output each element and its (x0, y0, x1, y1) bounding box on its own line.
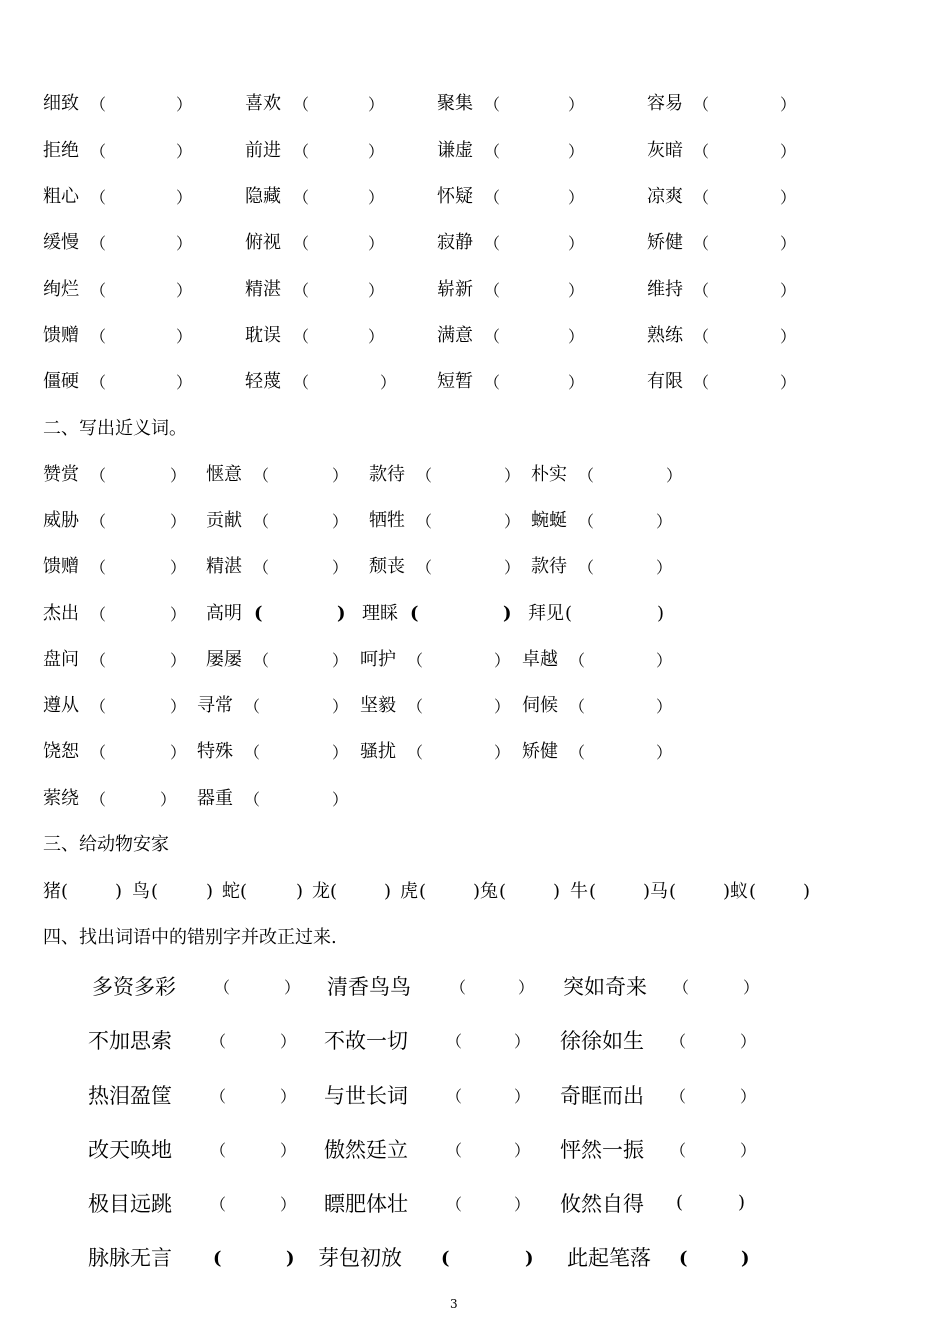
open-paren: （ (90, 790, 107, 809)
open-paren: ( (669, 881, 677, 902)
word: 短暂 (437, 371, 473, 392)
open-paren: ( (254, 603, 263, 624)
open-paren: （ (90, 95, 107, 114)
word: 萦绕 (43, 788, 79, 809)
open-paren: （ (253, 651, 270, 670)
close-paren: ） (170, 697, 187, 716)
phrase: 极目远跳 (88, 1192, 172, 1216)
open-paren: （ (407, 743, 424, 762)
open-paren: （ (693, 373, 710, 392)
open-paren: （ (670, 1032, 687, 1051)
animal-label: 虎 (400, 881, 418, 902)
word: 灰暗 (647, 140, 683, 161)
word: 赞赏 (43, 464, 79, 485)
open-paren: （ (670, 1141, 687, 1160)
open-paren: （ (244, 790, 261, 809)
close-paren: ） (280, 1141, 297, 1160)
open-paren: （ (484, 188, 501, 207)
word: 耽误 (245, 325, 281, 346)
open-paren: （ (407, 697, 424, 716)
open-paren: （ (450, 978, 467, 997)
close-paren: ） (568, 95, 585, 114)
word: 威胁 (43, 510, 79, 531)
open-paren: （ (446, 1087, 463, 1106)
close-paren: ） (176, 281, 193, 300)
close-paren: ） (780, 142, 797, 161)
word: 呵护 (360, 649, 396, 670)
word: 牺牲 (369, 510, 405, 531)
word: 矫健 (522, 741, 558, 762)
word: 蜿蜒 (531, 510, 567, 531)
open-paren: ( (676, 1192, 684, 1213)
close-paren: ） (656, 558, 673, 577)
close-paren: ) (206, 881, 214, 902)
close-paren: ） (568, 188, 585, 207)
close-paren: ） (740, 1032, 757, 1051)
close-paren: ) (286, 1248, 295, 1269)
word: 僵硬 (43, 371, 79, 392)
close-paren: ） (170, 512, 187, 531)
open-paren: （ (253, 466, 270, 485)
close-paren: ） (332, 697, 349, 716)
word: 拒绝 (43, 140, 79, 161)
close-paren: ） (368, 188, 385, 207)
close-paren: ） (176, 95, 193, 114)
phrase: 与世长词 (324, 1084, 408, 1108)
close-paren: ） (656, 743, 673, 762)
open-paren: （ (90, 651, 107, 670)
close-paren: ） (504, 558, 521, 577)
close-paren: ） (332, 790, 349, 809)
open-paren: （ (578, 466, 595, 485)
animal-label: 马 (650, 881, 668, 902)
close-paren: ) (115, 881, 123, 902)
open-paren: （ (693, 234, 710, 253)
close-paren: ) (384, 881, 392, 902)
word: 盘问 (43, 649, 79, 670)
open-paren: ( (61, 881, 69, 902)
phrase: 傲然廷立 (324, 1138, 408, 1162)
word: 馈赠 (43, 556, 79, 577)
close-paren: ） (780, 327, 797, 346)
close-paren: ) (503, 603, 512, 624)
close-paren: ） (514, 1087, 531, 1106)
word: 粗心 (43, 186, 79, 207)
phrase: 芽包初放 (318, 1246, 402, 1270)
close-paren: ） (380, 373, 397, 392)
close-paren: ） (176, 234, 193, 253)
close-paren: ） (780, 281, 797, 300)
word: 贡献 (206, 510, 242, 531)
word: 屡屡 (206, 649, 242, 670)
close-paren: ） (280, 1087, 297, 1106)
open-paren: ( (419, 881, 427, 902)
phrase: 改天唤地 (88, 1138, 172, 1162)
word: 维持 (647, 279, 683, 300)
open-paren: ( (565, 603, 573, 624)
word: 精湛 (206, 556, 242, 577)
close-paren: ） (332, 651, 349, 670)
word: 怀疑 (437, 186, 473, 207)
open-paren: （ (90, 188, 107, 207)
open-paren: （ (90, 605, 107, 624)
phrase: 突如奇来 (563, 975, 647, 999)
word: 寂静 (437, 232, 473, 253)
open-paren: ( (330, 881, 338, 902)
open-paren: （ (210, 1195, 227, 1214)
open-paren: （ (407, 651, 424, 670)
phrase: 徐徐如生 (560, 1029, 644, 1053)
close-paren: ) (473, 881, 481, 902)
open-paren: （ (90, 512, 107, 531)
phrase: 奇眶而出 (560, 1084, 644, 1108)
open-paren: ( (589, 881, 597, 902)
close-paren: ） (368, 142, 385, 161)
close-paren: ) (553, 881, 561, 902)
close-paren: ） (332, 558, 349, 577)
close-paren: ) (741, 1248, 750, 1269)
close-paren: ） (518, 978, 535, 997)
phrase: 不加思索 (88, 1029, 172, 1053)
open-paren: （ (693, 188, 710, 207)
word: 卓越 (522, 649, 558, 670)
close-paren: ） (170, 743, 187, 762)
word: 轻蔑 (245, 371, 281, 392)
word: 高明 (206, 603, 242, 624)
section2-heading: 二、写出近义词。 (43, 418, 187, 439)
word: 寻常 (197, 695, 233, 716)
close-paren: ） (504, 512, 521, 531)
close-paren: ） (780, 188, 797, 207)
word: 前进 (245, 140, 281, 161)
close-paren: ） (332, 512, 349, 531)
open-paren: （ (244, 743, 261, 762)
close-paren: ） (170, 651, 187, 670)
close-paren: ） (514, 1141, 531, 1160)
open-paren: ( (151, 881, 159, 902)
open-paren: （ (90, 281, 107, 300)
animal-label: 龙 (312, 881, 330, 902)
word: 颓丧 (369, 556, 405, 577)
open-paren: （ (484, 281, 501, 300)
open-paren: （ (293, 234, 310, 253)
close-paren: ） (568, 373, 585, 392)
open-paren: （ (569, 697, 586, 716)
close-paren: ） (568, 327, 585, 346)
word: 坚毅 (360, 695, 396, 716)
close-paren: ） (743, 978, 760, 997)
word: 谦虚 (437, 140, 473, 161)
open-paren: （ (90, 373, 107, 392)
close-paren: ) (657, 603, 665, 624)
open-paren: （ (569, 651, 586, 670)
word: 朴实 (531, 464, 567, 485)
open-paren: （ (673, 978, 690, 997)
phrase: 热泪盈筐 (88, 1084, 172, 1108)
close-paren: ） (284, 978, 301, 997)
open-paren: （ (293, 95, 310, 114)
close-paren: ） (280, 1032, 297, 1051)
close-paren: ） (780, 234, 797, 253)
word: 细致 (43, 93, 79, 114)
word: 拜见 (528, 603, 564, 624)
open-paren: （ (293, 142, 310, 161)
close-paren: ） (332, 743, 349, 762)
open-paren: （ (253, 512, 270, 531)
close-paren: ） (368, 281, 385, 300)
close-paren: ） (740, 1087, 757, 1106)
section4-heading: 四、找出词语中的错别字并改正过来. (43, 927, 337, 948)
close-paren: ) (643, 881, 651, 902)
word: 有限 (647, 371, 683, 392)
open-paren: （ (484, 95, 501, 114)
page-number: 3 (450, 1297, 458, 1311)
section3-heading: 三、给动物安家 (43, 834, 169, 855)
open-paren: （ (693, 327, 710, 346)
open-paren: （ (446, 1195, 463, 1214)
word: 杰出 (43, 603, 79, 624)
close-paren: ） (568, 234, 585, 253)
word: 满意 (437, 325, 473, 346)
open-paren: （ (484, 327, 501, 346)
open-paren: ( (441, 1248, 450, 1269)
open-paren: （ (90, 142, 107, 161)
animal-label: 鸟 (132, 881, 150, 902)
close-paren: ） (176, 327, 193, 346)
word: 容易 (647, 93, 683, 114)
animal-label: 蚁 (730, 881, 748, 902)
open-paren: （ (293, 373, 310, 392)
close-paren: ) (337, 603, 346, 624)
phrase: 攸然自得 (560, 1192, 644, 1216)
open-paren: ( (213, 1248, 222, 1269)
open-paren: （ (210, 1032, 227, 1051)
close-paren: ） (368, 234, 385, 253)
word: 款待 (369, 464, 405, 485)
word: 绚烂 (43, 279, 79, 300)
close-paren: ） (656, 697, 673, 716)
word: 凉爽 (647, 186, 683, 207)
open-paren: （ (416, 512, 433, 531)
word: 骚扰 (360, 741, 396, 762)
word: 聚集 (437, 93, 473, 114)
phrase: 此起笔落 (567, 1246, 651, 1270)
phrase: 脉脉无言 (88, 1246, 172, 1270)
close-paren: ） (176, 142, 193, 161)
close-paren: ） (280, 1195, 297, 1214)
open-paren: （ (90, 466, 107, 485)
word: 款待 (531, 556, 567, 577)
close-paren: ） (176, 373, 193, 392)
animal-label: 蛇 (222, 881, 240, 902)
open-paren: （ (90, 558, 107, 577)
open-paren: （ (693, 95, 710, 114)
open-paren: （ (484, 373, 501, 392)
close-paren: ） (568, 281, 585, 300)
word: 精湛 (245, 279, 281, 300)
open-paren: （ (210, 1141, 227, 1160)
animal-label: 牛 (570, 881, 588, 902)
open-paren: （ (569, 743, 586, 762)
open-paren: （ (693, 281, 710, 300)
phrase: 不故一切 (324, 1029, 408, 1053)
close-paren: ） (368, 95, 385, 114)
close-paren: ） (160, 790, 177, 809)
open-paren: （ (484, 142, 501, 161)
close-paren: ） (568, 142, 585, 161)
word: 器重 (197, 788, 233, 809)
close-paren: ） (494, 697, 511, 716)
open-paren: （ (90, 697, 107, 716)
phrase: 清香鸟鸟 (327, 975, 411, 999)
open-paren: （ (446, 1141, 463, 1160)
close-paren: ） (514, 1032, 531, 1051)
close-paren: ） (780, 95, 797, 114)
open-paren: （ (253, 558, 270, 577)
open-paren: （ (416, 558, 433, 577)
word: 伺候 (522, 695, 558, 716)
open-paren: （ (90, 234, 107, 253)
close-paren: ） (494, 743, 511, 762)
open-paren: （ (293, 188, 310, 207)
phrase: 多资多彩 (92, 975, 176, 999)
close-paren: ） (656, 651, 673, 670)
close-paren: ) (723, 881, 731, 902)
word: 特殊 (197, 741, 233, 762)
open-paren: ( (410, 603, 419, 624)
close-paren: ） (504, 466, 521, 485)
close-paren: ) (738, 1192, 746, 1213)
close-paren: ） (170, 605, 187, 624)
close-paren: ） (494, 651, 511, 670)
word: 隐藏 (245, 186, 281, 207)
open-paren: ( (679, 1248, 688, 1269)
word: 饶恕 (43, 741, 79, 762)
word: 惬意 (206, 464, 242, 485)
open-paren: （ (90, 743, 107, 762)
animal-label: 猪 (43, 881, 61, 902)
close-paren: ） (740, 1141, 757, 1160)
open-paren: ( (499, 881, 507, 902)
close-paren: ) (803, 881, 811, 902)
close-paren: ） (176, 188, 193, 207)
open-paren: （ (484, 234, 501, 253)
open-paren: （ (416, 466, 433, 485)
open-paren: （ (214, 978, 231, 997)
open-paren: （ (446, 1032, 463, 1051)
word: 缓慢 (43, 232, 79, 253)
close-paren: ) (525, 1248, 534, 1269)
word: 喜欢 (245, 93, 281, 114)
open-paren: （ (670, 1087, 687, 1106)
open-paren: （ (293, 327, 310, 346)
close-paren: ） (332, 466, 349, 485)
close-paren: ） (514, 1195, 531, 1214)
word: 熟练 (647, 325, 683, 346)
close-paren: ） (780, 373, 797, 392)
close-paren: ） (170, 466, 187, 485)
phrase: 怦然一振 (560, 1138, 644, 1162)
open-paren: （ (578, 512, 595, 531)
word: 矫健 (647, 232, 683, 253)
animal-label: 兔 (480, 881, 498, 902)
close-paren: ） (368, 327, 385, 346)
open-paren: （ (90, 327, 107, 346)
close-paren: ） (170, 558, 187, 577)
close-paren: ) (296, 881, 304, 902)
open-paren: （ (293, 281, 310, 300)
open-paren: （ (578, 558, 595, 577)
word: 馈赠 (43, 325, 79, 346)
word: 遵从 (43, 695, 79, 716)
open-paren: （ (693, 142, 710, 161)
close-paren: ） (666, 466, 683, 485)
close-paren: ） (656, 512, 673, 531)
word: 理睬 (362, 603, 398, 624)
phrase: 瞟肥体壮 (324, 1192, 408, 1216)
word: 俯视 (245, 232, 281, 253)
word: 崭新 (437, 279, 473, 300)
open-paren: （ (244, 697, 261, 716)
open-paren: ( (240, 881, 248, 902)
open-paren: （ (210, 1087, 227, 1106)
open-paren: ( (749, 881, 757, 902)
